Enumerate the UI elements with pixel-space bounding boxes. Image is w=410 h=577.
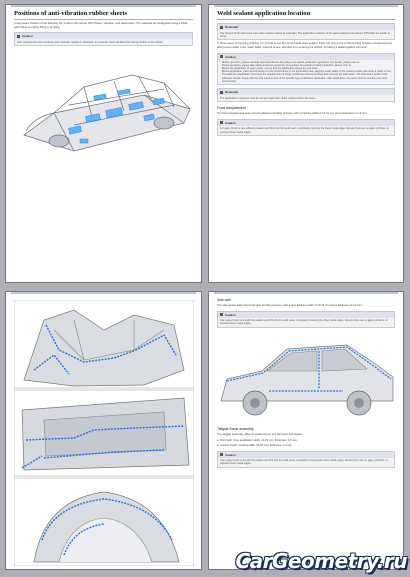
bulkhead-panel bbox=[14, 390, 194, 476]
caution-label: Caution bbox=[225, 54, 236, 59]
intro-text: Cross-panel: Position of the damping film is laid in the vehicle NVH (Noise, Vibration, and Harshness). The materials are designated using a PA66, with rubber-to-rubber filling or bonding. bbox=[14, 22, 189, 29]
page-anti-vibration bbox=[5, 4, 202, 283]
body-paragraph: In these cases of repairing vehicles, it is crucial to use the correct weld seam sealant. Pairs can only prove to the bonding between components but also prevent water noise, water leaks, external fumes, and dust from entering the vehicle, providing a sealed against corrosion. bbox=[217, 42, 392, 49]
reminder-icon bbox=[220, 26, 223, 29]
caution-box-2 bbox=[217, 119, 395, 136]
caution-label: Caution bbox=[225, 120, 236, 125]
page-top-rule bbox=[11, 5, 196, 7]
page-title: Weld sealant application location bbox=[217, 10, 395, 20]
caution-text: Use a glue brush to smooth the sealant and fill it into the weld seam, completely covering the sheet metal edges. Ensure there are no gaps, pinholes, or exposed sheet metal edges. bbox=[220, 319, 388, 326]
page-side-wall bbox=[208, 291, 404, 570]
page-top-rule bbox=[214, 292, 398, 294]
caution-label: Caution bbox=[225, 312, 236, 317]
page-top-rule bbox=[11, 292, 196, 294]
sealant-detail-illustrations bbox=[14, 300, 194, 566]
caution-bullet: During operation, please take safety protection measures as required. For details of safety protection, please refer to. bbox=[222, 63, 352, 67]
caution-box bbox=[217, 311, 395, 328]
reminder-box-2 bbox=[217, 88, 395, 102]
caution-box bbox=[14, 32, 193, 46]
reminder-label: Reminder bbox=[225, 90, 239, 95]
reminder-box bbox=[217, 23, 395, 40]
reminder-icon bbox=[220, 91, 223, 94]
front-strut-panel bbox=[14, 300, 194, 388]
list-item: b. Contour brush: Coating width: 10-15 mm, thickness: 1-3 mm. bbox=[217, 444, 293, 448]
caution-text: After repairing the area involving such materials, replace it; otherwise, the possible noise will affect the driving comfort of the vehicle. bbox=[17, 40, 164, 44]
section-heading: Front compartment bbox=[217, 106, 246, 111]
caution-icon bbox=[220, 313, 223, 316]
section-heading: Side wall bbox=[217, 298, 231, 302]
caution-icon bbox=[220, 453, 223, 456]
caution-bullet: The adhesive application must meet the requirements of being continuous and evenly filling and covering the weld seam. The weld seam profile of the adhesive should comply with the size requirements of the specific type of adhesive application. After application, the seam must be smooth, even and well-bonded. bbox=[222, 73, 388, 83]
reminder-label: Reminder bbox=[225, 25, 239, 29]
reminder-text: The application method for both the left and right sides of the vehicle body is the same. bbox=[220, 96, 317, 100]
side-wall-illustration bbox=[217, 331, 397, 423]
section-paragraph: The tailgate assembly, different sealant brush and flat brush techniques. bbox=[217, 433, 303, 436]
caution-box-2 bbox=[217, 451, 395, 468]
caution-icon bbox=[17, 35, 20, 38]
caution-bullet: Before the application of seam sealer, ensure that the application area is dry and clean. bbox=[222, 67, 319, 70]
page-top-rule bbox=[214, 5, 398, 7]
caution-bullet: Before operation, please carefully read and observe the safety and vehicle protection regulations. For details, please refer to. bbox=[222, 60, 360, 64]
body-in-white-illustration bbox=[14, 65, 196, 157]
page-weld-sealant bbox=[208, 4, 404, 283]
section-paragraph: The front compartment uses a brush adhesive bonding process, with a finishing width of 10-15 mm and a thickness of 1-3 mm. bbox=[217, 112, 368, 116]
caution-label: Caution bbox=[22, 34, 33, 39]
cargeometry-watermark-logo: CarGeometry.ru bbox=[235, 549, 407, 573]
caution-icon bbox=[220, 55, 223, 58]
caution-text: For gaps, brush to use adhesive sealant and fill in into the weld seam, completely covering the sheet metal edges. Ensure there are no gaps, pinholes, or exposed sheet metal edges. bbox=[220, 127, 390, 134]
reminder-text: The content of this document uses other vehicle models as examples. The application positions of the weld sealant for the Roewe RX5 MAX are similar to these. bbox=[220, 31, 390, 38]
wheel-arch-panel bbox=[14, 478, 194, 566]
caution-label: Caution bbox=[225, 452, 236, 457]
caution-bullet: Before application, paint and corrosion test the performance in the application area, applying seam sealer to the coated surface will cause a crash of rust. bbox=[222, 70, 392, 74]
caution-box bbox=[217, 53, 395, 85]
list-item: a. Flat brush: Glue application width: 10-15 mm, thickness: 1-3 mm. bbox=[217, 438, 298, 442]
caution-text: Use a glue brush to smooth the sealant and fill it into the weld seam, completely covering the sheet metal edges. Ensure there are no gaps, pinholes, or exposed sheet metal edges. bbox=[220, 459, 388, 466]
section-heading: Tailgate frame assembly bbox=[217, 427, 254, 431]
section-paragraph: The side panels adopt the brush glue bonding process, with a glue finishing width of 10-15 mm and a thickness of 1-3 mm. bbox=[217, 304, 363, 307]
caution-icon bbox=[220, 121, 223, 124]
page-title: Positions of anti-vibration rubber sheets bbox=[14, 10, 193, 20]
page-sealant-diagrams bbox=[5, 291, 202, 570]
